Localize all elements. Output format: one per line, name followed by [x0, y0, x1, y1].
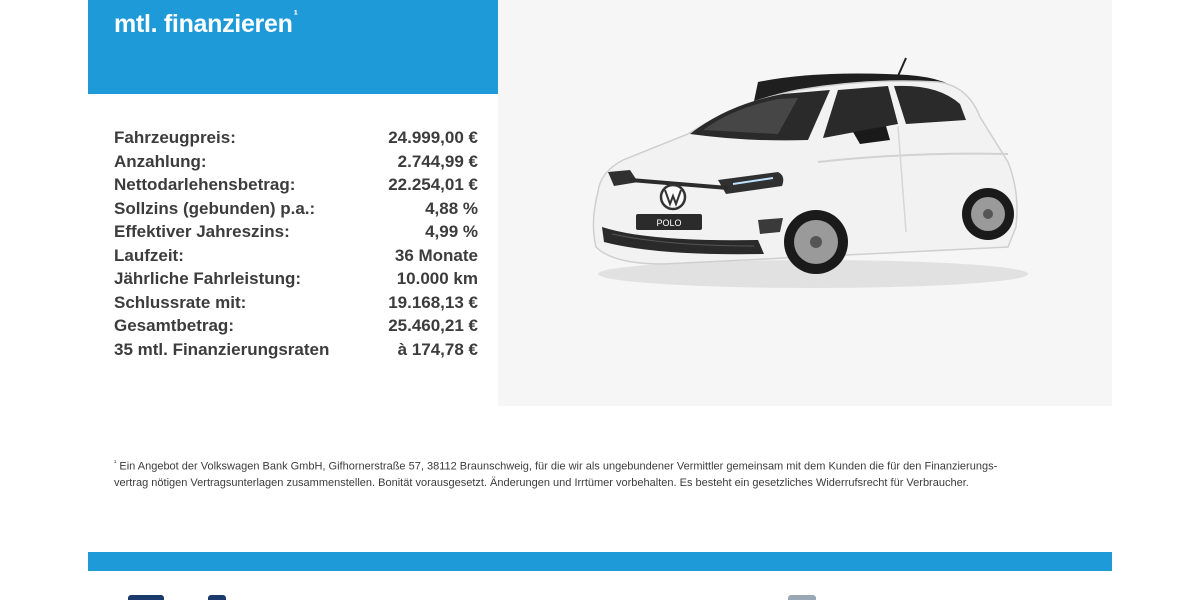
- finance-row: [114, 269, 478, 293]
- finance-row-value: 19.168,13 €: [388, 292, 478, 312]
- finance-row-label: Fahrzeugpreis:: [114, 128, 236, 147]
- finance-row-label: Gesamtbetrag:: [114, 316, 234, 335]
- footnote-line-2: vertrag nötigen Vertragsunterlagen zusammenstellen. Bonität vorausgesetzt. Änderungen und Irrtümer vorbehalten. Es besteht ein gesetzliches Widerrufsrecht für Verbraucher.: [114, 476, 969, 489]
- car-photo-panel: [498, 0, 1112, 406]
- finance-row: [114, 152, 478, 176]
- finance-row-label: Laufzeit:: [114, 245, 184, 265]
- finance-row: [114, 175, 478, 199]
- footnote-text-1: Ein Angebot der Volkswagen Bank GmbH, Gifhornerstraße 57, 38112 Braunschweig, für die wir als ungebundener Vermittler gemeinsam mit dem Kunden die für den Finanzierungs-: [116, 460, 998, 473]
- banner-title-text: mtl. finanzieren: [114, 10, 293, 38]
- footnote-line-1: [114, 456, 1044, 475]
- logo-fragment: [128, 595, 164, 600]
- bottom-accent-bar: [88, 552, 1112, 571]
- finance-row-value: 10.000 km: [396, 269, 478, 288]
- finance-row-label: Sollzins (gebunden) p.a.:: [114, 198, 316, 218]
- finance-row-label: Effektiver Jahreszins:: [114, 222, 290, 241]
- finance-row-label: Jährliche Fahrleistung:: [114, 269, 302, 288]
- finance-row-label: Nettodarlehensbetrag:: [114, 175, 296, 194]
- logo-fragment: [788, 595, 816, 600]
- finance-row: [114, 340, 478, 364]
- finance-row: [114, 222, 478, 246]
- plate-text: POLO: [656, 218, 682, 228]
- finance-row: [114, 199, 478, 223]
- logo-fragment: [208, 595, 226, 600]
- footnote-marker: ¹: [114, 460, 117, 467]
- finance-row-value: 4,99 %: [425, 222, 478, 241]
- finance-row-label: Anzahlung:: [114, 151, 207, 171]
- banner-footnote-marker: ¹: [293, 6, 298, 22]
- finance-row-label: 35 mtl. Finanzierungsraten: [114, 339, 330, 359]
- finance-row-value: 24.999,00 €: [388, 128, 478, 147]
- finance-row-label: Schlussrate mit:: [114, 292, 247, 312]
- finance-row: [114, 128, 478, 152]
- bottom-logo-strip: [88, 571, 1112, 600]
- finance-row-value: 4,88 %: [425, 198, 478, 218]
- finance-row-value: 22.254,01 €: [388, 175, 478, 194]
- finance-row-value: 36 Monate: [394, 245, 478, 265]
- financing-details: [114, 128, 478, 363]
- finance-row: [114, 316, 478, 340]
- finance-row-value: à 174,78 €: [397, 339, 478, 359]
- banner-title: [114, 6, 298, 39]
- offer-banner: [88, 0, 498, 94]
- finance-row-value: 25.460,21 €: [388, 316, 478, 335]
- finance-row: [114, 246, 478, 270]
- finance-row-value: 2.744,99 €: [397, 151, 478, 171]
- legal-footnote: [114, 456, 1044, 491]
- finance-row: [114, 293, 478, 317]
- car-image: [568, 42, 1038, 302]
